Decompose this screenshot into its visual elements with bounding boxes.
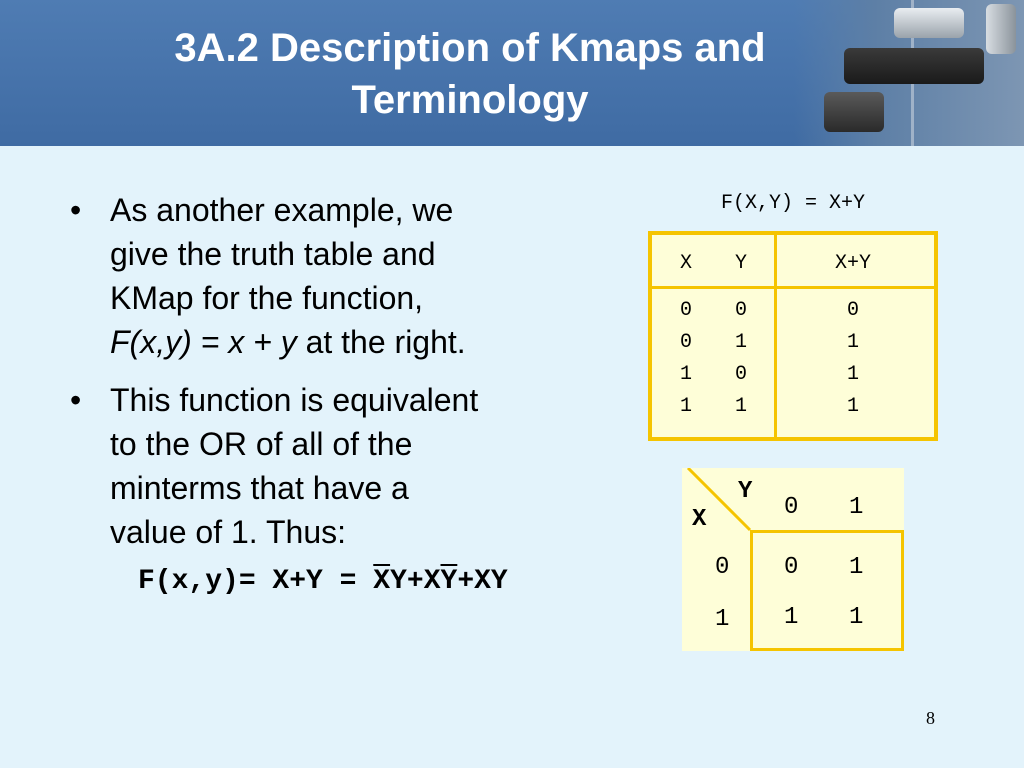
bullet-marker: •: [70, 192, 82, 228]
truth-table: [648, 231, 938, 441]
equation-term: Y: [390, 566, 407, 597]
table-header-cell: X: [679, 252, 692, 275]
table-cell: 0: [679, 299, 692, 322]
bullet-text-line: minterms that have a: [110, 470, 409, 506]
karnaugh-map: [682, 468, 904, 651]
kmap-col-header: 1: [849, 494, 864, 521]
kmap-grid: [750, 530, 904, 651]
equation-plus: +: [406, 566, 424, 597]
kmap-cell: 1: [849, 554, 864, 581]
kmap-col-variable: Y: [738, 478, 753, 505]
table-cell: 0: [846, 299, 859, 322]
table-header-cell: X+Y: [834, 252, 871, 275]
table-cell: 1: [846, 331, 859, 354]
table-cell: 0: [734, 299, 747, 322]
kmap-row-header: 1: [715, 606, 730, 633]
table-cell: 1: [734, 331, 747, 354]
bullet-text-line: [110, 320, 550, 364]
header-photo-pipe: [986, 4, 1016, 54]
equation-lhs: F(x,y)= X+Y =: [138, 566, 374, 597]
slide-title-line: 3A.2 Description of Kmaps and: [174, 26, 766, 70]
bullet-item: [70, 378, 550, 554]
truth-table-caption: F(X,Y) = X+Y: [720, 192, 866, 215]
bullet-text-line: As another example, we: [110, 192, 454, 228]
equation-term: XY: [474, 566, 508, 597]
bullet-text-line: give the truth table and: [110, 236, 436, 272]
table-cell: 1: [846, 363, 859, 386]
table-cell: 0: [734, 363, 747, 386]
bullet-text-line: This function is equivalent: [110, 382, 479, 418]
kmap-cell: 0: [784, 554, 799, 581]
table-cell: 1: [846, 395, 859, 418]
bullet-marker: •: [70, 382, 82, 418]
slide-title: [0, 22, 940, 126]
page-number: 8: [926, 708, 935, 728]
equation-plus: +: [457, 566, 475, 597]
table-cell: 1: [734, 395, 747, 418]
table-cell: 1: [679, 363, 692, 386]
bullet-item: [70, 188, 550, 364]
bullet-text-line: value of 1. Thus:: [110, 514, 346, 550]
table-cell: 0: [679, 331, 692, 354]
table-divider: [652, 286, 934, 289]
slide-title-line: Terminology: [351, 78, 589, 122]
bullet-text-line: KMap for the function,: [110, 280, 424, 316]
kmap-cell: 1: [784, 604, 799, 631]
slide-header: [0, 0, 1024, 146]
kmap-row-variable: X: [692, 506, 707, 533]
table-divider: [774, 235, 777, 437]
equation-term-y-bar: $\overline{Y}$: [440, 566, 458, 597]
table-cell: 1: [679, 395, 692, 418]
table-header-cell: Y: [734, 252, 747, 275]
equation-term: X: [423, 566, 441, 597]
kmap-col-header: 0: [784, 494, 799, 521]
kmap-cell: 1: [849, 604, 864, 631]
kmap-row-header: 0: [715, 554, 730, 581]
minterm-equation: [138, 566, 508, 597]
bullet-text-line: to the OR of all of the: [110, 426, 413, 462]
bullet-text-fragment: at the right.: [296, 324, 466, 360]
equation-term-x-bar: $\overline{X}$: [373, 566, 391, 597]
bullet-list: [70, 188, 550, 568]
function-expression: F(x,y) = x + y: [110, 324, 297, 360]
